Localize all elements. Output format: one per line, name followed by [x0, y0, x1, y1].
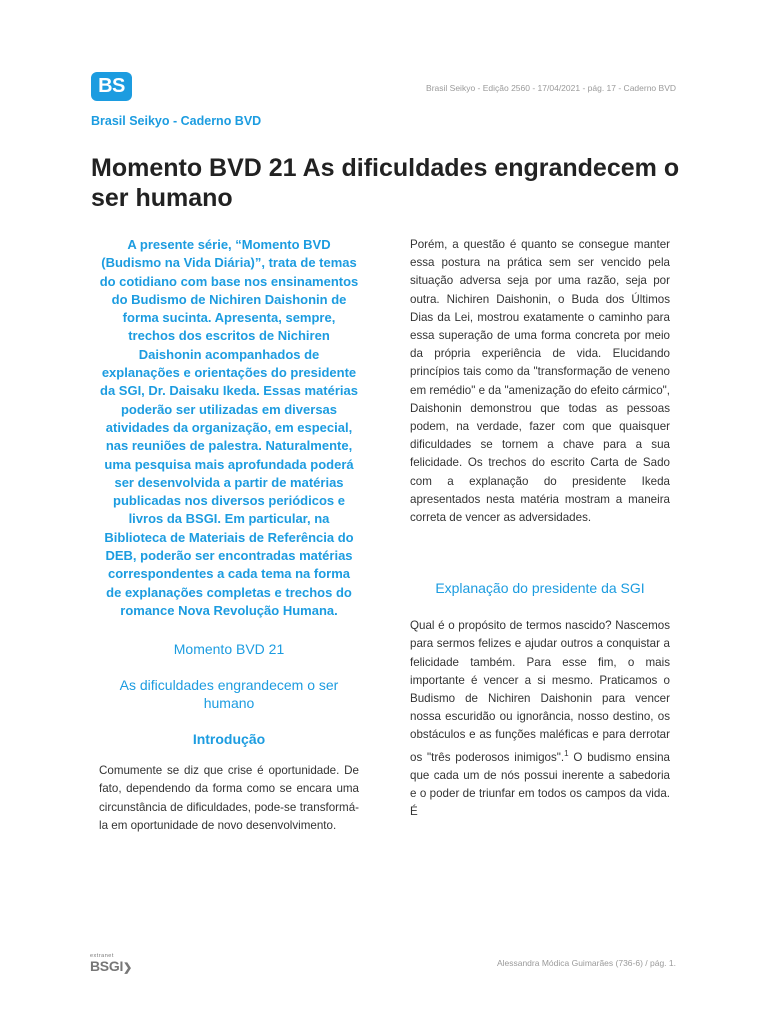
right-column	[410, 236, 670, 821]
brasil-seikyo-logo: BS	[91, 72, 132, 101]
extranet-bsgi-logo	[90, 953, 134, 975]
footer-logo-small-text: extranet	[90, 953, 114, 959]
left-column	[99, 236, 359, 835]
paragraph-intro: Comumente se diz que crise é oportunidade. De fato, dependendo da forma como se encara uma circunstância de dificuldades, pode-se transformá-la em oportunidade de novo desenvolvimento.	[99, 764, 359, 832]
header-edition-info: Brasil Seikyo - Edição 2560 - 17/04/2021 - pág. 17 - Caderno BVD	[426, 83, 676, 93]
footnote-marker[interactable]: 1	[564, 748, 569, 758]
paragraph-proposito-part-1: Qual é o propósito de termos nascido? Nascemos para sermos felizes e ajudar outros a conquistar a felicidade também. Para esse fim, o mais importante é vencer a si mesmo. Praticamos o Budismo de Nichiren Daishonin para vencer nossa escuridão ou ignorância, nosso destino, os obstáculos e as funções maléficas e para derrotar os "três poderosos inimigos".	[410, 619, 670, 764]
paragraph-porem: Porém, a questão é quanto se consegue manter essa postura na prática sem ser vencido pela situação adversa seja por uma razão, seja por outra. Nichiren Daishonin, o Buda dos Últimos Dias da Lei, mostrou exatamente o caminho para essa superação de uma forma concreta por meio da própria experiência de vida. Elucidando princípios tais como da "transformação de veneno em remédio" e da "amenização do efeito cármico", Daishonin demonstrou que todas as pessoas podem, na verdade, fazer com que quaisquer dificuldades se tornem a chave para a sua felicidade. Os trechos do escrito Carta de Sado com a explanação do presidente Ikeda apresentados nesta matéria mostram a maneira correta de vencer as adversidades.	[410, 238, 670, 525]
section-label: Brasil Seikyo - Caderno BVD	[91, 114, 262, 128]
subhead-introducao: Introdução	[192, 731, 266, 748]
paragraph-proposito	[410, 617, 670, 821]
subhead-dificuldades: As dificuldades engrandecem o ser humano	[119, 677, 339, 712]
subhead-explanacao: Explanação do presidente da SGI	[435, 580, 645, 597]
footer-page-info: Alessandra Módica Guimarães (736-6) / pág. 1.	[496, 958, 676, 968]
paragraph-proposito-part-2: O budismo ensina que cada um de nós possui inerente a sabedoria e o poder de triunfar em todos os campos da vida. É	[410, 750, 671, 819]
footer-logo-big-text: BSGI❯	[90, 958, 132, 974]
subhead-momento: Momento BVD 21	[173, 641, 285, 658]
chevron-right-icon: ❯	[123, 962, 132, 974]
series-intro: A presente série, “Momento BVD (Budismo na Vida Diária)”, trata de temas do cotidiano com base nos ensinamentos do Budismo de Nichiren Daishonin de forma sucinta. Apresenta, sempre, trechos dos escritos de Nichiren Daishonin acompanhados de explanações e orientações do presidente da SGI, Dr. Daisaku Ikeda. Essas matérias poderão ser utilizadas em diversas atividades da organização, em especial, nas reuniões de palestra. Naturalmente, uma pesquisa mais aprofundada poderá ser desenvolvida a partir de matérias publicadas nos diversos periódicos e livros da BSGI. Em particular, na Biblioteca de Materiais de Referência do DEB, poderão ser encontradas matérias correspondentes a cada tema na forma de explanações completas e trechos do romance Nova Revolução Humana.	[99, 237, 359, 618]
article-title: Momento BVD 21 As dificuldades engrandecem o ser humano	[91, 154, 680, 212]
